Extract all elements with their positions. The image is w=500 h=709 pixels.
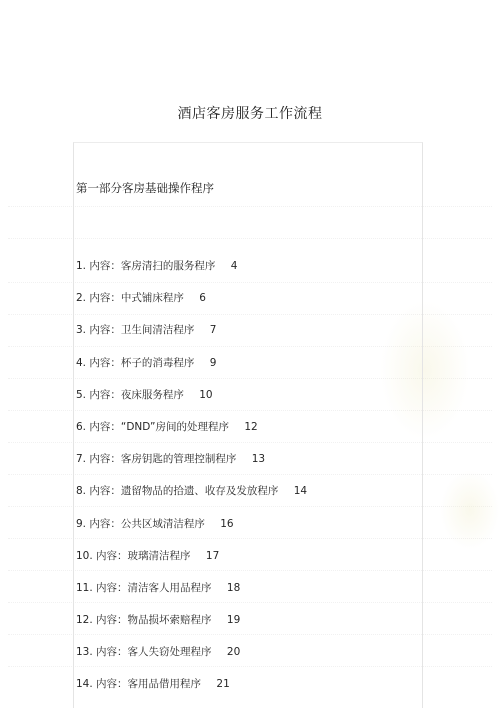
toc-item-number: 14. (76, 678, 93, 691)
toc-item-page: 4 (230, 260, 238, 272)
toc-item-page: 10 (199, 388, 213, 401)
toc-item (76, 290, 307, 322)
section-heading: 第一部分客房基础操作程序 (76, 181, 214, 195)
table-of-contents (76, 258, 307, 709)
toc-item (76, 258, 307, 290)
toc-item-page: 18 (226, 581, 241, 594)
toc-item (76, 355, 307, 387)
toc-item-number: 6. (76, 420, 87, 433)
toc-item-text: 内容：玻璃清洁程序 (96, 549, 191, 562)
toc-item (76, 483, 307, 515)
toc-item-page: 7 (209, 324, 217, 337)
toc-item (76, 387, 307, 419)
toc-item-text: 内容：夜床服务程序 (89, 388, 184, 401)
toc-item-text: 内容：客房钥匙的管理控制程序 (89, 453, 237, 466)
toc-item (76, 451, 307, 483)
toc-item-number: 2. (76, 292, 87, 305)
toc-item (76, 676, 307, 708)
toc-item-page: 21 (216, 678, 230, 691)
toc-item-text: 内容：客房清扫的服务程序 (89, 260, 216, 272)
toc-item (76, 580, 307, 612)
toc-item (76, 612, 307, 644)
toc-item-text: 内容：杯子的消毒程序 (89, 356, 195, 369)
toc-item-text: 内容：卫生间清洁程序 (89, 324, 195, 337)
toc-item-page: 20 (226, 646, 241, 659)
toc-item-text: 内容：客用品借用程序 (96, 678, 202, 691)
toc-item (76, 516, 307, 548)
toc-item-number: 13. (76, 646, 93, 659)
toc-item-number: 3. (76, 324, 87, 337)
toc-item (76, 548, 307, 580)
toc-item-text: 内容：中式铺床程序 (89, 292, 184, 305)
toc-item-page: 6 (199, 292, 206, 305)
toc-item-page: 9 (209, 356, 217, 369)
toc-item-text: 内容：公共区域清洁程序 (89, 517, 205, 530)
toc-item-number: 10. (76, 549, 93, 562)
toc-item-text: 内容：遗留物品的拾遗、收存及发放程序 (89, 485, 279, 498)
toc-item-number: 8. (76, 485, 87, 498)
toc-item (76, 419, 307, 451)
toc-item-number: 1. (76, 260, 87, 272)
toc-item-page: 19 (226, 614, 241, 627)
toc-item-number: 11. (76, 581, 93, 594)
paper-stain (440, 470, 500, 550)
toc-item-number: 12. (76, 614, 93, 627)
toc-item-number: 4. (76, 356, 87, 369)
toc-item (76, 322, 307, 354)
toc-item-number: 9. (76, 517, 87, 530)
toc-item-page: 13 (251, 453, 266, 466)
toc-item-number: 5. (76, 388, 87, 401)
toc-item-page: 16 (220, 517, 234, 530)
toc-item-text: 内容：清洁客人用品程序 (96, 581, 212, 594)
toc-item-page: 12 (244, 420, 258, 433)
toc-item-text: 内容：客人失窃处理程序 (96, 646, 212, 659)
toc-item-text: 内容：物品损坏索赔程序 (96, 614, 212, 627)
toc-item (76, 644, 307, 676)
toc-item-number: 7. (76, 453, 87, 466)
document-title: 酒店客房服务工作流程 (177, 106, 323, 122)
toc-item-page: 17 (205, 549, 220, 562)
toc-item-text: 内容：“DND”房间的处理程序 (89, 420, 229, 433)
toc-item-page: 14 (293, 485, 308, 498)
